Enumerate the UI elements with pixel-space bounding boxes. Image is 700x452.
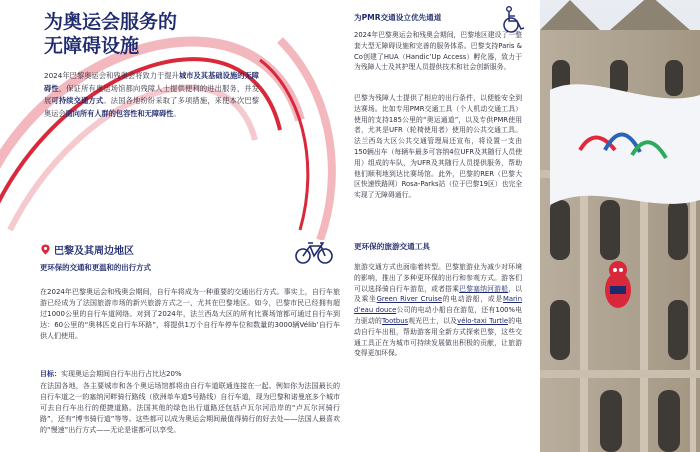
intro-bold-3: 面向所有人群的包容性和无障碍性 — [65, 108, 174, 118]
section-body-2: 在法国各地，各主要城市和各个奥运场馆都将由自行车道联通连接在一起。例如你为法国最长的自行车道之一的塞纳河畔骑行路线（欧洲单车道5号路线）自行车道，现为巴黎和诺曼底多个城市可去自行车出行的便捷道路。法国其他的绿色出行道路还包括卢瓦尔河沿岸的“卢瓦尔河骑行路”，还有“博韦骑行道”等等。这些都可以成为奥运会期间最值得骑行的好去处——法国人最喜欢的“慢速”出行方式——无论是谁都可以享受。 — [40, 382, 340, 434]
eco-transport-paragraph — [354, 262, 522, 359]
eco-text-e: 观光巴士，以及 — [408, 316, 458, 325]
intro-paragraph — [44, 70, 259, 120]
title-line-1: 为奥运会服务的 — [44, 11, 178, 33]
goal-line — [40, 369, 340, 380]
eco-text-d: 公司的电动小船自在游览，还有100%电力驱动的 — [354, 306, 522, 325]
bicycle-icon — [294, 239, 334, 265]
link-velo-taxi-turtle[interactable]: vélo-taxi Turtle — [457, 316, 509, 325]
goal-text: 实现奥运会期间自行车出行占比达20% — [61, 370, 182, 378]
title-line-2: 无障碍设施 — [44, 35, 140, 57]
eco-transport-heading: 更环保的旅游交通工具 — [354, 242, 430, 251]
intro-bold-1: 城市及其基础设施的无障碍性 — [44, 71, 259, 93]
eco-text-f: 的电动自行车出租，帮助游客用全新方式探索巴黎，这些交通工具正在为城市可持续发展做出积极的贡献，让旅游变得更加环保。 — [354, 316, 523, 358]
pmr-paragraph-2: 巴黎为残障人士提供了相应的出行条件，以便能安全到达赛场。比如专用PMR交通工具（个人机动交通工具）使用的支持185公里的“奥运通道”，以及专供PMR使用者，尤其是UFR（轮椅使用者）使用的公共交通工具。法兰西岛大区公共交通管理局还宣布，将设置一支由150辆出车（每辆车最多可容纳4位UFR及其随行人员使用）组成的车队，为UFR及其随行人员提供服务，帮助他们顺利地到达比赛场馆。此外，巴黎的RER（巴黎大区快速铁路网）Rosa-Parks站（位于巴黎19区）也完全实现了无障碍通行。 — [354, 94, 522, 200]
section-subtitle: 更环保的交通和更温和的出行方式 — [40, 263, 151, 272]
intro-text-1: 2024年巴黎奥运会和残奥会将致力于提升 — [44, 71, 179, 80]
link-marin-deau-douce[interactable]: Marin d’eau douce — [354, 295, 523, 315]
eco-text-c: 的电动游船，或是 — [442, 295, 503, 304]
eco-text-b: ，以及乘坐 — [354, 284, 523, 304]
goal-label: 目标： — [40, 370, 61, 378]
city-hall-photo — [540, 0, 700, 452]
section-title: 巴黎及其周边地区 — [54, 246, 134, 257]
eco-text-a: 旅游交通方式也面临着转型。巴黎旅游业为减少对环境的影响，推出了多种更环保的出行和参观方式。游客们可以选择骑自行车游览，或者搭乘 — [354, 263, 522, 293]
link-tootbus[interactable]: Tootbus — [381, 316, 409, 325]
intro-bold-2: 可持续交通方式 — [51, 96, 104, 106]
link-seine-cruise[interactable]: 巴黎塞纳河游船 — [459, 284, 509, 293]
section-body-1: 在2024年巴黎奥运会和残奥会期间，自行车将成为一种重要的交通出行方式。事实上，自行车旅游已经成为了法国旅游市场的新兴旅游方式之一，尤其在巴黎地区。如今，巴黎市民已经拥有超过1000公里的自行车道网络。对到了2024年，法兰西岛大区的所有比赛场馆都可通过自行车到达：60公里的“奥林匹克自行车环路”，将提供1万个自行车停车位和数量的3000辆Vélib’自行车供人们使用。 — [40, 288, 340, 340]
intro-text-2: ，保证所有奥运场馆都向残障人士提供便利的进出服务，并发展 — [44, 83, 259, 106]
pmr-paragraph-1: 2024年巴黎奥运会和残奥会期间，巴黎地区建设了一整套大型无障碍设施和完善的服务体系。巴黎支持Paris & Co创建了HUA（Handic’Up Access）孵化器，致力于为残障人士及其护理人员提供技术和社会创新服务。 — [354, 31, 522, 72]
pmr-heading: 为PMR交通设立优先通道 — [354, 13, 442, 22]
intro-text-4: 。 — [173, 108, 181, 118]
location-pin-icon — [40, 244, 51, 255]
intro-text-3: 。法国各地纷纷采取了多项措施，来使本次巴黎奥运会 — [44, 96, 259, 118]
link-green-river-cruise[interactable]: Green River Cruise — [376, 295, 443, 304]
page-title — [44, 10, 177, 58]
